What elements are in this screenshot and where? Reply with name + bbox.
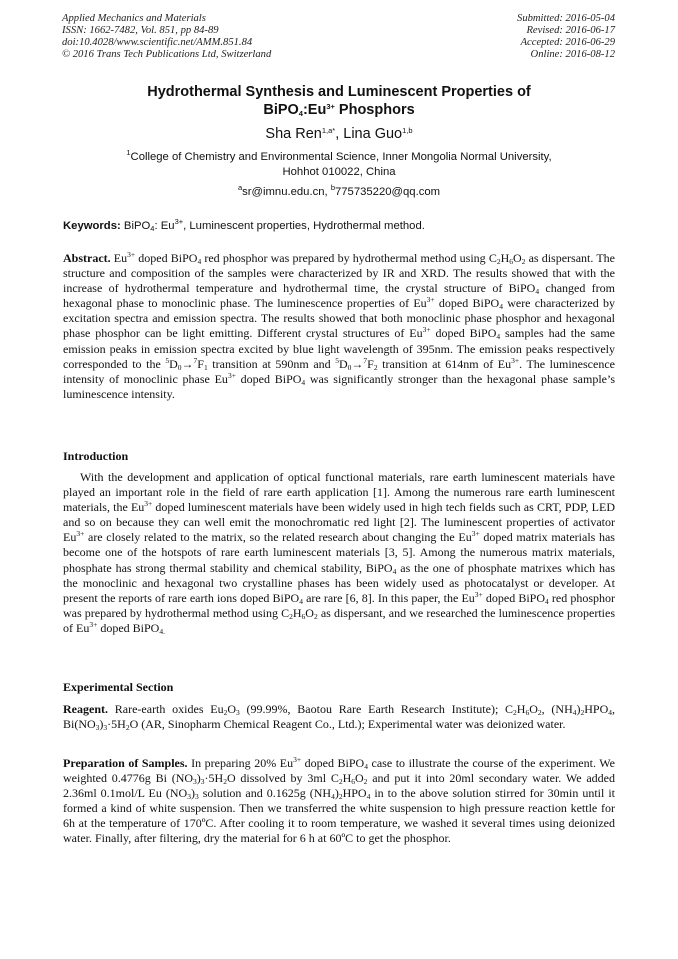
t: was significantly stronger than the hexagonal phase sample’s luminescence intensity. [63,371,615,401]
keywords-text: : Eu [154,220,175,232]
t: O [513,251,522,265]
paper-title [0,83,678,119]
s: 3 [95,723,100,733]
s: 2 [496,257,501,266]
s: 5 [165,355,170,365]
introduction-paragraph [63,470,615,636]
keywords-sub: 4 [150,224,155,233]
s: 3 [103,723,108,733]
t: as the one of phosphate matrixes which has the monoclinic and hexagonal two crystalline phases has been widely used as photocatalyst or developer. At present the reports of rare earth ions doped BiPO [63,560,616,605]
s: 2 [363,777,368,787]
t: → [181,356,194,371]
s: 4 [299,596,303,606]
t: transition at 590nm and [207,356,336,371]
s: 3 [193,777,197,787]
email-link[interactable]: 775735220@qq.com [334,186,441,198]
author-emails [0,183,678,198]
s: 6 [509,257,513,266]
t: case to illustrate the course of the experiment. We weighted 0.4776g Bi (NO [63,756,615,786]
s: 6 [351,777,355,787]
s: 3+ [422,325,431,335]
journal-header-left [62,13,271,61]
title-sup: 3+ [326,102,335,111]
s: 2 [289,611,293,621]
s: 7 [193,355,198,365]
s: 4 [608,708,612,717]
title-sub: 4 [298,109,303,118]
journal-issn: ISSN: 1662-7482, Vol. 851, pp 84-89 [62,25,219,36]
t: as dispersant. The structure and composition of the samples were characterized by IR and XRD. The results showed that with the increase of hydrothermal temperature and hydrothermal time, the crystal structure of BiPO [63,251,615,296]
t: ) [99,717,104,732]
t: , Bi(NO [63,702,615,732]
s: 4. [159,626,165,636]
reagent-paragraph [63,702,615,732]
t: , (NH [541,702,573,716]
s: 2 [338,777,343,787]
s: 2 [580,708,585,717]
t: D [338,356,348,371]
title-text: Phosphors [334,102,415,118]
s: 4 [496,332,501,342]
t: as dispersant, and we researched the luminescence properties of Eu [63,605,616,635]
t: solution and 0.1625g (NH [198,786,332,801]
journal-header-right [517,13,615,61]
abstract [63,251,615,402]
abstract-label: Abstract. [63,251,111,265]
t: O [305,605,314,620]
email-link[interactable]: sr@imnu.edu.cn, [242,186,331,198]
s: 2 [513,708,517,717]
t: . The luminescence intensity of monoclinic phase Eu [63,356,615,386]
keywords-text: , Luminescent properties, Hydrothermal method. [183,220,425,232]
t: HPO [584,702,609,716]
t: are rare [6, 8]. In this paper, the Eu [302,590,475,605]
t: doped BiPO [235,371,302,386]
t: doped BiPO [482,590,546,605]
s: 3+ [127,250,136,259]
t: changed from hexagonal phase to monoclinic phase. The luminescence properties of Eu [63,281,615,311]
keywords-label: Keywords: [63,220,121,232]
s: 3+ [471,529,480,539]
t: ) [190,786,195,801]
t: O dissolved by 3ml C [226,771,339,786]
author-affil-mark: 1,a* [321,126,336,135]
s: 5 [335,355,339,365]
affil-mark: 1 [126,148,131,157]
t: doped BiPO [97,620,160,635]
journal-name: Applied Mechanics and Materials [62,13,206,24]
t: With the development and application of optical functional materials, rare earth luminescent materials have played an important role in the field of rare earth application [1]. Among the numerous rare earth luminescent materials, the Eu [63,470,615,515]
s: 0 [177,362,182,372]
t: In preparing 20% Eu [187,756,294,770]
title-line-1: Hydrothermal Synthesis and Luminescent Properties of [147,84,531,100]
s: 3 [236,708,240,717]
s: 4 [331,792,335,802]
t: D [169,356,178,371]
s: 6 [301,611,306,621]
s: 4 [535,287,540,297]
s: 2 [223,708,228,717]
email-mark: b [330,183,335,192]
section-heading-introduction: Introduction [63,449,129,463]
s: 3+ [474,589,483,599]
t: transition at 614nm of Eu [377,356,512,371]
s: 3+ [89,619,98,629]
s: 2 [313,611,318,621]
s: 2 [373,362,378,372]
s: 3 [200,777,205,787]
affiliation [0,150,678,180]
t: doped BiPO [430,326,497,341]
affiliation-line-1 [0,150,678,165]
date-accepted: Accepted: 2016-06-29 [520,37,615,48]
s: 2 [338,792,343,802]
t: ) [334,786,339,801]
section-heading-experimental: Experimental Section [63,680,174,694]
title-line-2 [0,101,678,119]
s: 4 [364,762,368,771]
t: are closely related to the matrix, so the related research about changing the Eu [84,530,472,545]
s: 0 [347,362,352,372]
s: 4 [197,257,202,266]
s: 4 [392,566,397,576]
s: 3+ [293,755,302,764]
author-list [0,126,678,142]
journal-copyright: © 2016 Trans Tech Publications Ltd, Switzerland [62,49,272,60]
s: 4 [366,792,371,802]
s: 6 [525,708,530,717]
s: 2 [537,708,542,717]
preparation-paragraph [63,756,615,847]
t: (99.99%, Baotou Rare Earth Research Institute); C [239,702,514,716]
date-submitted: Submitted: 2016-05-04 [517,13,615,24]
email-mark: a [237,183,243,192]
s: 4 [572,708,577,717]
title-text: :Eu [302,102,327,118]
t: H [500,251,510,265]
s: 3 [194,792,199,802]
keywords-sup: 3+ [174,217,184,226]
t: O (AR, Sinopharm Chemical Reagent Co., Ltd.); Experimental water was deionized water. [129,717,566,732]
author-affil-mark: 1,b [402,126,413,135]
s: 4 [499,302,503,312]
affiliation-line-2: Hohhot 010022, China [282,166,396,178]
s: 3+ [76,529,85,539]
t: ·5H [107,717,126,732]
t: doped BiPO [301,756,365,770]
affil-text: College of Chemistry and Environmental Science, Inner Mongolia Normal University, [130,151,552,163]
s: 4 [545,596,549,606]
t: doped BiPO [135,251,198,265]
t: Eu [110,251,128,265]
t: O [227,702,237,716]
t: → [351,356,364,371]
t: doped matrix materials has become one of the hotspots of rare earth luminescent materials [3, 5]. Among the numerous matrix materials, phosphate has strong thermal stability and chemical stability, BiPO [63,530,615,575]
s: 3+ [144,499,153,509]
reagent-label: Reagent. [63,702,108,716]
t: ) [576,702,581,716]
date-online: Online: 2016-08-12 [530,49,615,60]
t: Rare-earth oxides Eu [108,702,224,716]
t: in to the above solution stirred for 30min until it formed a kind of white suspension. Then we transferred the white suspension to high pressure reaction kettle for 6h at the temperature of 170ºC. After cooling it to room temperature, we washed it several times using deionized water. Finally, after filtering, dry the material for 6 h at 60ºC to get the phosphor. [63,786,616,846]
t: HPO [342,786,367,801]
t: and put it into 20ml secondary water. We added 2.36ml 0.1mol/L Eu (NO [63,771,616,801]
s: 3+ [511,355,520,365]
date-revised: Revised: 2016-06-17 [526,25,615,36]
s: 3+ [426,295,435,305]
t: F [367,356,374,371]
s: 2 [125,723,130,733]
title-text: BiPO [263,102,299,118]
t: were characterized by excitation spectra and emission spectra. The results showed that both monoclinic phase phosphor and hexagonal phase phosphor can be light emitting. Different crystal structures of Eu [63,296,615,341]
s: 2 [521,257,526,266]
keywords-text: BiPO [120,220,151,232]
t: F [197,356,204,371]
t: doped luminescent materials have been widely used in high tech fields such as CRT, PDP, LED and so on because they can well emit the monochromatic red light [2]. The luminescent properties of activator Eu [63,500,615,545]
s: 4 [301,377,306,387]
s: 1 [203,362,208,372]
t: O [529,702,538,716]
author-name: , Lina Guo [335,126,403,142]
t: red phosphor was prepared by hydrothermal method using C [201,251,497,265]
s: 3+ [227,370,236,380]
t: H [342,771,352,786]
s: 3 [187,792,191,802]
t: samples had the same emission peaks in emission spectra excited by blue light wavelength of 395nm. The emission peaks respectively corresponded to the [63,326,615,371]
s: 2 [223,777,227,787]
t: H [516,702,526,716]
s: 7 [363,355,368,365]
t: ·5H [204,771,224,786]
t: ) [196,771,201,786]
preparation-label: Preparation of Samples. [63,756,188,770]
t: H [292,605,302,620]
t: doped BiPO [434,296,500,311]
author-name: Sha Ren [265,126,322,142]
keywords [63,217,615,233]
t: red phosphor was prepared by hydrothermal method using C [63,590,616,620]
t: O [355,771,364,786]
journal-doi[interactable]: doi:10.4028/www.scientific.net/AMM.851.84 [62,37,253,48]
